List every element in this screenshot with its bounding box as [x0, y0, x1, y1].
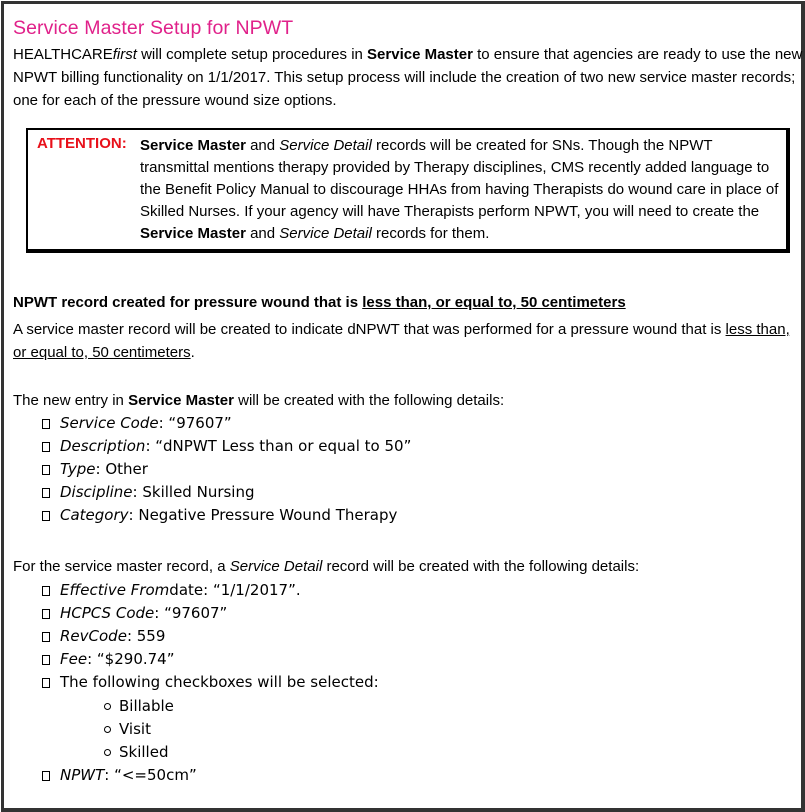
body-underlined: less than, or equal to, 50 centimeters	[13, 321, 790, 361]
square-bullet-icon	[42, 442, 50, 452]
list-item	[42, 458, 411, 481]
lead-text: The new entry in	[13, 392, 129, 409]
brand-prefix: HEALTHCARE	[13, 46, 113, 63]
lead-bold: Service Master	[128, 392, 234, 409]
attention-box	[26, 128, 790, 253]
circle-bullet-icon	[104, 703, 111, 710]
item-label: NPWT	[60, 766, 105, 784]
item-label: RevCode	[60, 627, 127, 645]
list-item	[42, 764, 197, 787]
item-label: Type	[60, 460, 96, 478]
sublist-text: Visit	[119, 720, 151, 738]
attention-text	[140, 135, 780, 245]
detail-lead	[13, 558, 639, 575]
brand-suffix: first	[112, 46, 137, 63]
list-item	[42, 435, 411, 458]
square-bullet-icon	[42, 419, 50, 429]
attention-bold: Service Master	[140, 225, 246, 242]
attention-italic: Service Detail	[279, 137, 372, 154]
item-value: : “$290.74”	[87, 650, 175, 668]
square-bullet-icon	[42, 465, 50, 475]
sublist-text: Skilled	[119, 743, 169, 761]
item-value: : Skilled Nursing	[132, 483, 255, 501]
heading-underlined: less than, or equal to, 50 centimeters	[362, 294, 626, 311]
item-label: Category	[60, 506, 129, 524]
section-heading	[13, 294, 626, 311]
item-label: Discipline	[60, 483, 133, 501]
square-bullet-icon	[42, 632, 50, 642]
square-bullet-icon	[42, 771, 50, 781]
intro-text: to ensure that agencies are ready to use the new NPWT billing functionality on 1/1/2017. This setup process will include the creation of two new service master records; one for each of the pressure wound size options.	[13, 46, 803, 109]
lead-text: For the service master record, a	[13, 558, 230, 575]
item-value: : “dNPWT Less than or equal to 50”	[145, 437, 412, 455]
attention-label: ATTENTION:	[37, 135, 127, 152]
attention-span: records will be created for SNs. Though the NPWT transmittal mentions therapy provided by Therapy disciplines, CMS recently added language to the Benefit Policy Manual to discourage HHAs from having Therapists do wound care in place of Skilled Nurses. If your agency will have Therapists perform NPWT, you will need to create the	[140, 137, 779, 220]
attention-span: and	[245, 137, 280, 154]
master-lead	[13, 392, 504, 409]
list-item	[42, 504, 411, 527]
attention-italic: Service Detail	[279, 225, 372, 242]
item-value: date: “1/1/2017”.	[169, 581, 301, 599]
list-item	[42, 481, 411, 504]
item-label: HCPCS Code	[60, 604, 155, 622]
item-label: Fee	[60, 650, 88, 668]
item-value: : “97607”	[158, 414, 232, 432]
item-label: Description	[60, 437, 146, 455]
intro-paragraph	[13, 43, 803, 112]
item-value: : “<=50cm”	[104, 766, 197, 784]
square-bullet-icon	[42, 655, 50, 665]
attention-span: and	[245, 225, 280, 242]
page-title: Service Master Setup for NPWT	[13, 17, 294, 39]
lead-text: record will be created with the following details:	[322, 558, 640, 575]
attention-bold: Service Master	[140, 137, 246, 154]
square-bullet-icon	[42, 609, 50, 619]
item-value: The following checkboxes will be selected:	[60, 673, 379, 691]
intro-bold: Service Master	[367, 46, 473, 63]
item-label: Service Code	[60, 414, 159, 432]
list-item	[42, 602, 379, 625]
intro-text: will complete setup procedures in	[136, 46, 368, 63]
master-list	[42, 412, 411, 527]
list-item	[42, 579, 379, 602]
sublist-text: Billable	[119, 697, 174, 715]
item-value: : Other	[95, 460, 148, 478]
list-item	[42, 671, 379, 694]
detail-list	[42, 579, 379, 694]
list-item	[42, 412, 411, 435]
square-bullet-icon	[42, 511, 50, 521]
circle-bullet-icon	[104, 726, 111, 733]
lead-text: will be created with the following details:	[233, 392, 505, 409]
sublist-item	[104, 695, 174, 718]
section-body	[13, 318, 798, 364]
item-value: : 559	[126, 627, 166, 645]
item-value: : “97607”	[154, 604, 228, 622]
body-text: .	[190, 344, 195, 361]
heading-text: NPWT record created for pressure wound that is	[13, 294, 363, 311]
attention-span: records for them.	[371, 225, 490, 242]
body-text: A service master record will be created to indicate dNPWT that was performed for a pressure wound that is	[13, 321, 726, 338]
checkbox-sublist	[104, 695, 174, 764]
square-bullet-icon	[42, 678, 50, 688]
list-item	[42, 625, 379, 648]
square-bullet-icon	[42, 488, 50, 498]
circle-bullet-icon	[104, 749, 111, 756]
lead-italic: Service Detail	[229, 558, 323, 575]
item-value: : Negative Pressure Wound Therapy	[128, 506, 398, 524]
sublist-item	[104, 741, 174, 764]
square-bullet-icon	[42, 586, 50, 596]
item-label: Effective From	[60, 581, 170, 599]
list-item	[42, 648, 379, 671]
sublist-item	[104, 718, 174, 741]
npwt-item-list	[42, 764, 197, 787]
